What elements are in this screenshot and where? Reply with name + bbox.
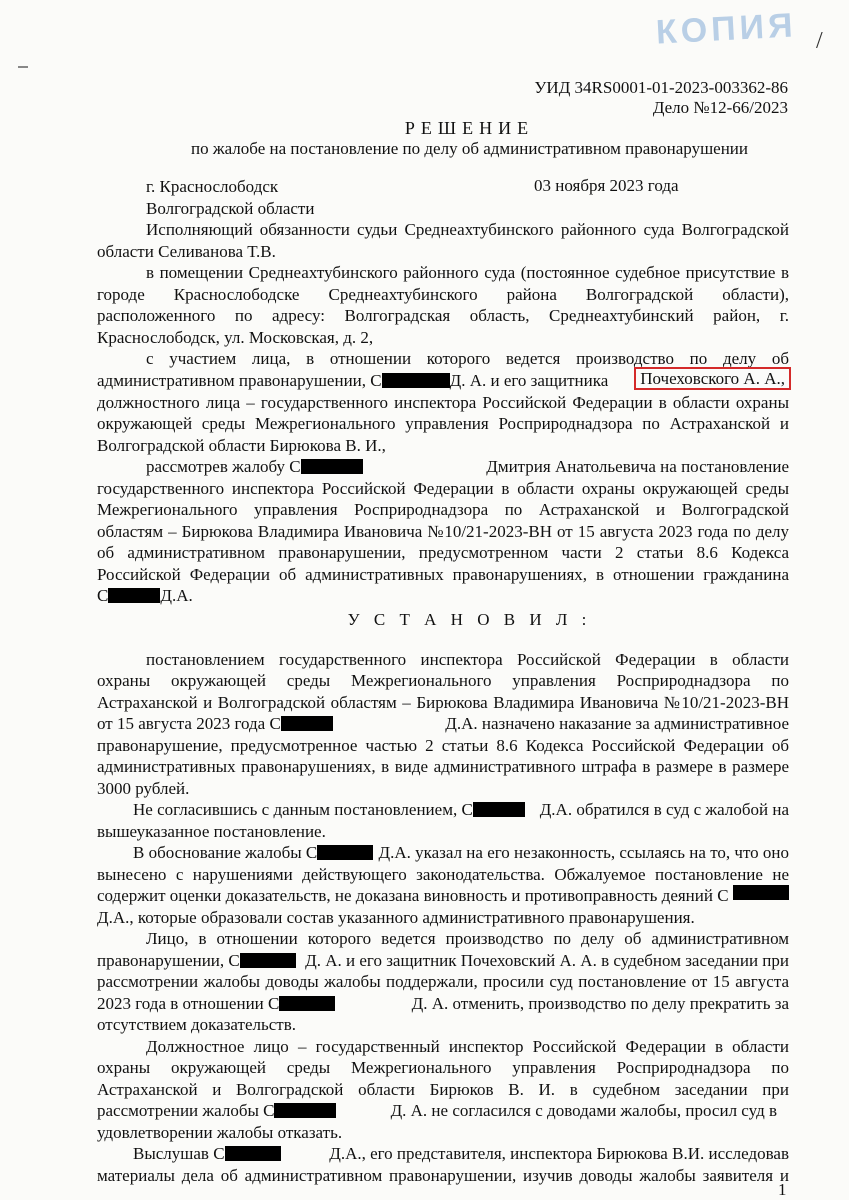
text-fragment: Д. А. и его защитника [449,371,609,390]
text-line [133,799,789,821]
text-line: вышеуказанное постановление. [97,822,326,841]
text-fragment: Д.А. указал на его незаконность, ссылаясь на то, что оно [378,843,789,862]
text-line: об административном правонарушении, предусмотренном части 2 статьи 8.6 Кодекса [97,543,789,562]
text-line: Межрегионального управления Росприроднадзора по Астраханской и Волгоградской [97,500,789,519]
text-line [97,1100,777,1122]
text-fragment: 2023 года в отношении С [97,993,335,1015]
text-fragment: содержит оценки доказательств, не доказана виновность и противоправность деяний С [97,886,729,905]
text-line: материалы дела об административном правонарушении, изучив доводы жалобы заявителя и [97,1166,789,1185]
text-fragment: от 15 августа 2023 года С [97,713,333,735]
text-fragment: Д.А. [160,586,193,605]
copy-stamp: КОПИЯ [655,6,798,52]
text-line: отсутствием доказательств. [97,1015,297,1034]
redaction-bar [108,588,160,603]
text-fragment: рассмотрев жалобу С [146,456,363,478]
text-fragment: Д. А. отменить, производство по делу прекратить за [411,994,789,1013]
text-fragment: Выслушав С [133,1143,281,1165]
text-line [97,585,789,607]
text-line: областям – Бирюкова Владимира Ивановича №10/21-2023-ВН от 15 августа 2023 года по делу [97,522,789,541]
text-line: государственного инспектора Российской Федерации в области охраны окружающей среды [97,479,789,498]
text-line: 3000 рублей. [97,779,190,798]
text-fragment: Д. А. и его защитник Почеховский А. А. в судебном заседании при [305,951,789,970]
decision-date: 03 ноября 2023 года [534,176,679,195]
text-line [133,1143,789,1165]
text-line: Астраханской и Волгоградской областям – Бирюкова Владимира Ивановича №10/21-2023-ВН [97,693,789,712]
text-line: административных правонарушениях, в виде административного штрафа в размере в размере [97,757,789,776]
text-line: охраны окружающей среды Межрегионального управления Росприроднадзора по [97,671,789,690]
text-line: охраны окружающей среды Межрегионального управления Росприроднадзора по [97,1058,789,1077]
text-fragment: С [97,586,109,605]
text-line: области Селиванова Т.В. [97,242,276,261]
redaction-bar [281,716,333,731]
redaction-bar [225,1146,281,1161]
text-line: рассмотрении жалобы доводы жалобы поддержали, просили суд постановление от 15 августа [97,972,789,991]
section-title: У С Т А Н О В И Л : [347,610,592,629]
text-line: удовлетворении жалобы отказать. [97,1123,343,1142]
highlighted-defender-name: Почеховского А. А., [634,367,791,390]
redaction-bar [473,802,525,817]
text-line [97,950,789,972]
edge-mark [18,66,28,68]
text-line: Российской Федерации об административных правонарушениях, в отношении гражданина [97,565,789,584]
document-title: РЕШЕНИЕ [404,118,535,138]
text-line [146,456,789,478]
text-line [133,842,789,864]
text-line: расположенного по адресу: Волгоградская область, Среднеахтубинский район, г. [97,306,789,325]
redaction-bar [301,459,363,474]
text-fragment: Д.А., его представителя, инспектора Бирюкова В.И. исследовав [329,1144,789,1163]
text-line: с участием лица, в отношении которого ведется производство по делу об [146,349,789,368]
document-subtitle: по жалобе на постановление по делу об административном правонарушении [191,139,748,158]
text-fragment: Д. А. не согласился с доводами жалобы, просил суд в [390,1101,777,1120]
text-line: постановлением государственного инспектора Российской Федерации в области [146,650,789,669]
redaction-bar [317,845,373,860]
text-fragment: Дмитрия Анатольевича на постановление [486,457,789,476]
text-fragment: рассмотрении жалобы С [97,1100,336,1122]
text-fragment: Не согласившись с данным постановлением, С [133,799,525,821]
text-fragment: правонарушении, С [97,950,296,972]
text-line [97,885,789,907]
document-uid: УИД 34RS0001-01-2023-003362-86 [534,78,788,97]
text-line: правонарушение, предусмотренное частью 2 статьи 8.6 Кодекса Российской Федерации об [97,736,789,755]
text-fragment: административном правонарушении, С [97,371,382,390]
place-line: г. Краснослободск [146,177,279,196]
text-fragment: Д.А. назначено наказание за административное [445,714,789,733]
redaction-bar [279,996,335,1011]
redaction-bar [733,885,789,900]
text-line: вынесено с нарушениями действующего законодательства. Обжалуемое постановление не [97,865,789,884]
redaction-bar [240,953,296,968]
text-line [97,993,789,1015]
redaction-bar [274,1103,336,1118]
text-fragment: В обоснование жалобы С [133,842,373,864]
text-line: окружающей среды Межрегионального управления Росприроднадзора по Астраханской и [97,414,789,433]
text-line: городе Краснослободске Среднеахтубинского района Волгоградской области), [97,285,789,304]
text-line [97,713,789,735]
text-line: Исполняющий обязанности судьи Среднеахтубинского районного суда Волгоградской [146,220,789,239]
text-line: Должностное лицо – государственный инспектор Российской Федерации в области [146,1037,789,1056]
text-line: Краснослободск, ул. Московская, д. 2, [97,328,374,347]
text-line: Астраханской и Волгоградской области Бирюков В. И. в судебном заседании при [97,1080,789,1099]
text-line: в помещении Среднеахтубинского районного суда (постоянное судебное присутствие в [146,263,789,282]
text-line: Д.А., которые образовали состав указанного административного правонарушения. [97,908,695,927]
case-number: Дело №12-66/2023 [652,98,788,117]
redaction-bar [382,373,450,388]
text-line-with-highlight [97,370,789,392]
text-fragment: Д.А. обратился в суд с жалобой на [539,800,789,819]
text-line: Волгоградской области Бирюкова В. И., [97,436,386,455]
text-line: Лицо, в отношении которого ведется производство по делу об административном [146,929,789,948]
page-number: 1 [778,1180,787,1199]
stamp-mark: / [816,28,823,54]
place-region-line: Волгоградской области [146,199,315,218]
text-line: должностного лица – государственного инспектора Российской Федерации в области охраны [97,393,789,412]
